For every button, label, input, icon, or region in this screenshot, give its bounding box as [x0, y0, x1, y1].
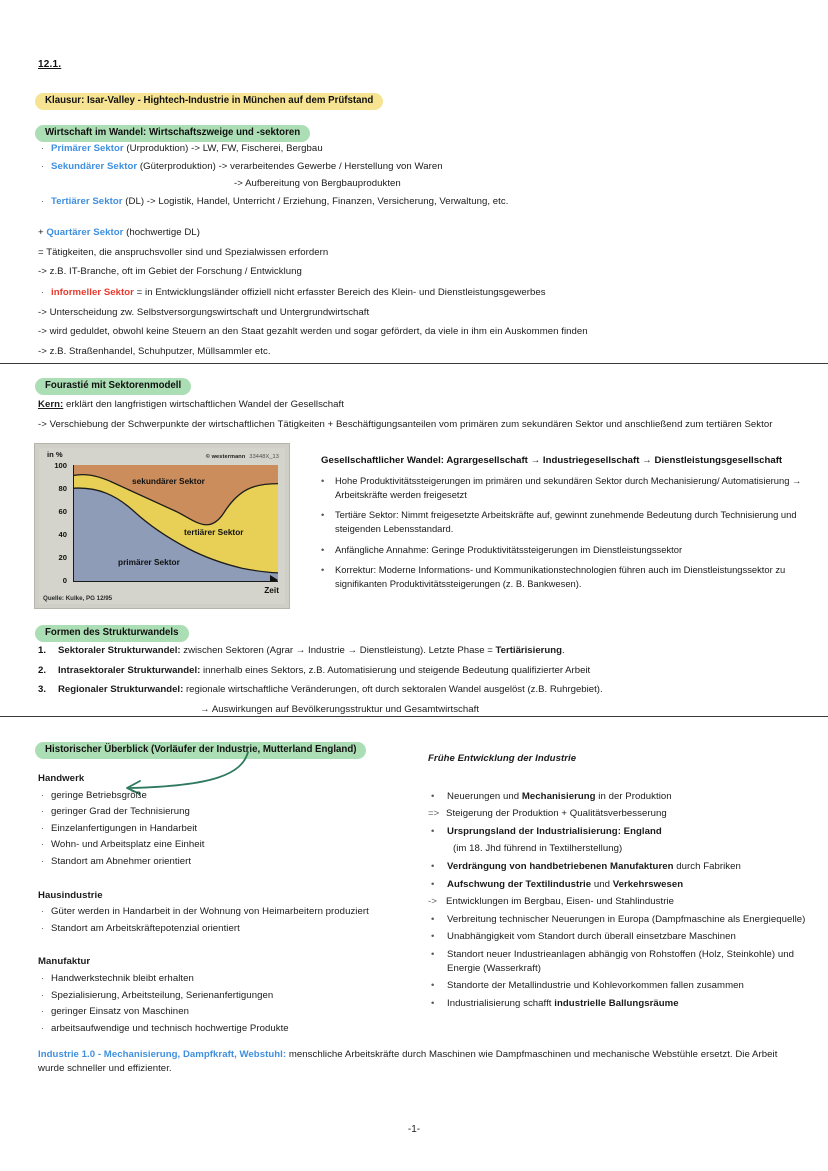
kern-label: Kern: [38, 399, 64, 410]
list-index: 1. [38, 645, 47, 656]
chart-label-secondary: sekundärer Sektor [132, 476, 205, 486]
list-item [38, 838, 418, 852]
list-item-label: Handwerkstechnik bleibt erhalten [51, 973, 194, 985]
term-primary-sector: Primärer Sektor [51, 143, 124, 154]
secondary-sector-subline: -> Aufbereitung von Bergbauprodukten [234, 178, 401, 190]
list-index: 3. [38, 684, 47, 696]
list-item [321, 543, 816, 557]
bullet-icon: · [41, 822, 45, 834]
section-fourastie-heading [35, 375, 191, 395]
industry-text-post: durch Fabriken [673, 861, 741, 873]
list-item [321, 474, 816, 501]
industry-text: Unabhängigkeit vom Standort durch überall einsetzbare Maschinen [447, 931, 736, 943]
list-item [38, 922, 418, 936]
bullet-icon: · [41, 973, 45, 985]
term-sektoral: Sektoraler Strukturwandel: [58, 645, 181, 656]
bullet-icon: · [41, 839, 45, 851]
quartary-example: -> z.B. IT-Branche, oft im Gebiet der Forschung / Entwicklung [38, 266, 302, 278]
sectors-bullet-list [38, 142, 738, 209]
explanation-text: Anfängliche Annahme: Geringe Produktivitätssteigerungen im Dienstleistungssektor [335, 543, 683, 555]
page-footer: -1- [407, 1124, 421, 1135]
kern-text: erklärt den langfristigen wirtschaftlichen Wandel der Gesellschaft [63, 399, 344, 410]
group-title: Hausindustrie [38, 889, 103, 901]
chart-ytick-100: 100 [54, 461, 67, 470]
bullet-icon: • [321, 543, 325, 555]
formen-numbered-list [38, 644, 798, 716]
term-tertiaerisierung: Tertiärisierung [495, 645, 562, 656]
explanation-text: Tertiäre Sektor: Nimmt freigesetzte Arbeitskräfte auf, gewinnt zunehmende Bedeutung durch Technisierung und steigenden Lebensstandard. [335, 509, 797, 534]
list-item-label: geringe Betriebsgröße [51, 789, 147, 801]
chart-inner [39, 448, 285, 604]
exam-banner [35, 90, 383, 110]
section-sectors-heading-label: Wirtschaft im Wandel: Wirtschaftszweige und -sektoren [35, 125, 310, 142]
term-industrie-1-0-desc: menschliche Arbeitskräfte durch Maschinen wie Dampfmaschinen und mechanische Webstühle ersetzt. Die Arbeit wurde schneller und effizienter. [38, 1049, 778, 1074]
formen-closing-line: → Auswirkungen auf Bevölkerungsstruktur und Gesamtwirtschaft [200, 703, 480, 715]
bullet-icon: • [431, 913, 435, 925]
industry-text-bold: Verdrängung von handbetriebenen Manufakturen [447, 861, 674, 873]
term-sektoral-tail: . [561, 645, 565, 656]
industry-text-bold: Ursprungsland der Industrialisierung: England [447, 825, 662, 837]
list-item [428, 930, 818, 944]
industry-text: Verbreitung technischer Neuerungen in Europa (Dampfmaschine als Energiequelle) [447, 913, 806, 925]
industry-text-bold2: Verkehrswesen [612, 878, 684, 890]
chart-label-tertiary: tertiärer Sektor [184, 527, 244, 537]
industry-text: Entwicklungen im Bergbau, Eisen- und Stahlindustrie [446, 896, 675, 908]
list-item [38, 195, 738, 209]
history-right-column [428, 752, 818, 1012]
bullet-icon: • [431, 825, 435, 837]
history-group-handwerk [38, 772, 418, 869]
bullet-icon: • [321, 564, 325, 576]
group-title: Manufaktur [38, 956, 91, 968]
industry-section-heading: Frühe Entwicklung der Industrie [428, 753, 577, 764]
list-item [38, 805, 418, 819]
list-item-label: Wohn- und Arbeitsplatz eine Einheit [51, 839, 205, 851]
term-tertiary-sector-desc: (DL) -> Logistik, Handel, Unterricht / Erziehung, Finanzen, Versicherung, Verwaltung, etc. [122, 195, 509, 207]
term-secondary-sector: Sekundärer Sektor [51, 160, 138, 172]
industry-text-mid: und [591, 878, 613, 890]
history-group-hausindustrie [38, 889, 418, 936]
industry-text: Standort neuer Industrieanlagen abhängig von Rohstoffen (Holz, Steinkohle) und Energie (Wasserkraft) [447, 949, 795, 974]
term-intrasektoral-desc: innerhalb eines Sektors, z.B. Automatisierung und steigende Bedeutung qualifizierter Arbeit [200, 664, 591, 676]
bullet-icon: • [321, 509, 325, 521]
list-item [38, 664, 798, 678]
list-item [321, 508, 816, 535]
term-tertiary-sector: Tertiärer Sektor [51, 195, 123, 207]
bullet-icon: · [41, 856, 45, 868]
section-divider-bottom [0, 716, 828, 717]
list-item [38, 972, 418, 986]
bullet-icon: · [41, 195, 45, 207]
list-item [38, 855, 418, 869]
bullet-icon: · [41, 287, 45, 298]
informal-line-2: -> wird geduldet, obwohl keine Steuern an den Staat gezahlt werden und sogar gefördert, da viele in ihm ein Auskommen finden [38, 326, 588, 338]
bullet-icon: • [431, 949, 435, 961]
page-date-heading: 12.1. [38, 59, 62, 70]
chart-ytick-20: 20 [58, 553, 67, 562]
list-item [38, 789, 418, 803]
list-item [38, 644, 798, 658]
list-item-label: geringer Einsatz von Maschinen [51, 1006, 189, 1018]
section-formen-heading [35, 622, 189, 642]
chart-ytick-40: 40 [58, 530, 67, 539]
explanation-text: Korrektur: Moderne Informations- und Kommunikationstechnologien führen auch im Dienstleistungssektor zu signifikanten Produktivitätssteigerungen (z. B. Bankwesen). [335, 564, 786, 589]
term-informal-sector-desc: = in Entwicklungsländer offiziell nicht erfasster Bereich des Klein- und Dienstleistungsgewerbes [133, 287, 546, 298]
informal-sector-block [38, 286, 798, 358]
list-item-label: Güter werden in Handarbeit in der Wohnung von Heimarbeitern produziert [51, 906, 369, 918]
section-divider-top [0, 363, 828, 364]
industry-text: Standorte der Metallindustrie und Kohlevorkommen fallen zusammen [447, 980, 744, 992]
arrow-marker: -> [428, 896, 437, 908]
industrie-1-0-block [38, 1048, 798, 1075]
list-item [38, 1022, 418, 1036]
section-formen-heading-label: Formen des Strukturwandels [35, 625, 189, 642]
bullet-icon: · [41, 143, 45, 154]
bullet-icon: · [41, 806, 45, 818]
list-item [428, 860, 818, 874]
quartary-prefix: + [38, 227, 47, 238]
list-item-label: Standort am Arbeitskräftepotenzial orientiert [51, 922, 240, 934]
list-item [38, 822, 418, 836]
term-quartary-sector: Quartärer Sektor [46, 227, 124, 238]
list-item-label: Standort am Abnehmer orientiert [51, 856, 192, 868]
explanation-text: Hohe Produktivitätssteigerungen im primären und sekundären Sektor durch Mechanisierung/ Automatisierung → Arbeitskräfte werden freigesetzt [335, 475, 802, 500]
industry-text-bold: Aufschwung der Textilindustrie [447, 878, 592, 890]
chart-ytick-60: 60 [58, 507, 67, 516]
list-item [38, 1005, 418, 1019]
bullet-icon: · [41, 922, 45, 934]
list-item [38, 683, 798, 697]
list-item [38, 286, 798, 300]
bullet-icon: · [41, 1022, 45, 1034]
bullet-icon: • [431, 931, 435, 943]
list-item [38, 989, 418, 1003]
bullet-icon: • [431, 861, 435, 873]
term-informal-sector: informeller Sektor [51, 287, 134, 298]
chart-plot-area [73, 465, 278, 582]
list-item [38, 160, 738, 174]
chart-y-axis-unit: in % [47, 450, 63, 459]
list-item [38, 142, 738, 156]
bullet-icon: · [41, 1006, 45, 1018]
history-left-column [38, 772, 418, 1037]
arrow-marker: => [428, 808, 440, 820]
bullet-icon: • [321, 475, 325, 486]
list-item [428, 790, 818, 804]
industry-subline: (im 18. Jhd führend in Textilherstellung) [453, 843, 623, 855]
fourastie-explanation-column [321, 455, 816, 597]
exam-banner-label: Klausur: Isar-Valley - Hightech-Industrie in München auf dem Prüfstand [35, 93, 383, 110]
chart-ytick-0: 0 [62, 576, 67, 585]
section-history-heading-label: Historischer Überblick (Vorläufer der Industrie, Mutterland England) [35, 742, 366, 759]
fourastie-kern-line [38, 398, 808, 412]
bullet-icon: • [431, 790, 435, 802]
term-sektoral-desc: zwischen Sektoren (Agrar → Industrie → Dienstleistung). Letzte Phase = [180, 645, 496, 656]
informal-line-1: -> Unterscheidung zw. Selbstversorgungswirtschaft und Untergrundwirtschaft [38, 306, 370, 318]
bullet-icon: · [41, 906, 45, 918]
industry-text-bold: Mechanisierung [521, 790, 596, 802]
chart-credit-code: 33448X_13 [249, 454, 279, 460]
term-regional: Regionaler Strukturwandel: [58, 684, 184, 696]
bullet-icon: • [431, 980, 435, 992]
bullet-icon: · [41, 989, 45, 1001]
list-item [428, 948, 818, 975]
chart-ytick-80: 80 [58, 484, 67, 493]
industry-text-bold: industrielle Ballungsräume [554, 997, 679, 1009]
term-primary-sector-desc: (Urproduktion) -> LW, FW, Fischerei, Bergbau [123, 143, 323, 154]
list-item-label: Einzelanfertigungen in Handarbeit [51, 822, 198, 834]
chart-label-primary: primärer Sektor [118, 557, 180, 567]
term-secondary-sector-desc: (Güterproduktion) -> verarbeitendes Gewerbe / Herstellung von Waren [137, 160, 443, 172]
societal-change-heading: Gesellschaftlicher Wandel: Agrargesellschaft → Industriegesellschaft → Dienstleistungsgesellschaft [321, 455, 783, 466]
list-index: 2. [38, 664, 47, 676]
industry-text: Neuerungen und [447, 790, 522, 802]
list-item [38, 905, 418, 919]
fourastie-sector-chart [34, 443, 290, 609]
term-quartary-sector-desc: (hochwertige DL) [123, 227, 200, 238]
list-item [321, 563, 816, 590]
industry-text: Industrialisierung schafft [447, 997, 555, 1009]
history-group-manufaktur [38, 955, 418, 1035]
term-industrie-1-0: Industrie 1.0 - Mechanisierung, Dampfkraft, Webstuhl: [38, 1049, 287, 1060]
quartary-sector-line [38, 226, 738, 240]
informal-line-3: -> z.B. Straßenhandel, Schuhputzer, Müllsammler etc. [38, 345, 271, 357]
list-item-label: geringer Grad der Technisierung [51, 806, 190, 818]
list-item [428, 895, 818, 909]
bullet-icon: • [431, 878, 435, 890]
fourastie-shift-line: -> Verschiebung der Schwerpunkte der wirtschaftlichen Tätigkeiten + Beschäftigungsanteilen vom primären zum sekundären Sektor und anschließend zum tertiären Sektor [38, 419, 773, 430]
list-item [428, 825, 818, 839]
industry-text-post: in der Produktion [595, 790, 672, 802]
list-item-label: arbeitsaufwendige und technisch hochwertige Produkte [51, 1022, 289, 1034]
list-item [428, 878, 818, 892]
bullet-icon: · [41, 160, 45, 172]
quartary-sector-block [38, 226, 738, 279]
chart-credit-label: © westermann [205, 454, 246, 460]
list-item [428, 913, 818, 927]
industry-lines [428, 790, 818, 1011]
bullet-icon: · [41, 789, 45, 801]
chart-credit [206, 454, 279, 460]
list-item [428, 979, 818, 993]
list-item [428, 997, 818, 1011]
list-item-label: Spezialisierung, Arbeitsteilung, Serienanfertigungen [51, 989, 274, 1001]
chart-source: Quelle: Kulke, PG 12/95 [43, 595, 113, 602]
quartary-definition: = Tätigkeiten, die anspruchsvoller sind und Spezialwissen erfordern [38, 246, 329, 258]
industry-text: Steigerung der Produktion + Qualitätsverbesserung [446, 808, 667, 820]
term-intrasektoral: Intrasektoraler Strukturwandel: [58, 664, 201, 676]
section-sectors-heading [35, 122, 310, 142]
chart-x-axis-label: Zeit [264, 585, 279, 595]
list-item [428, 807, 818, 821]
section-fourastie-heading-label: Fourastié mit Sektorenmodell [35, 378, 191, 395]
group-title: Handwerk [38, 773, 85, 784]
term-regional-desc: regionale wirtschaftliche Veränderungen, oft durch sektoralen Wandel ausgelöst (z.B. Ruhrgebiet). [183, 684, 603, 696]
bullet-icon: • [431, 997, 435, 1009]
